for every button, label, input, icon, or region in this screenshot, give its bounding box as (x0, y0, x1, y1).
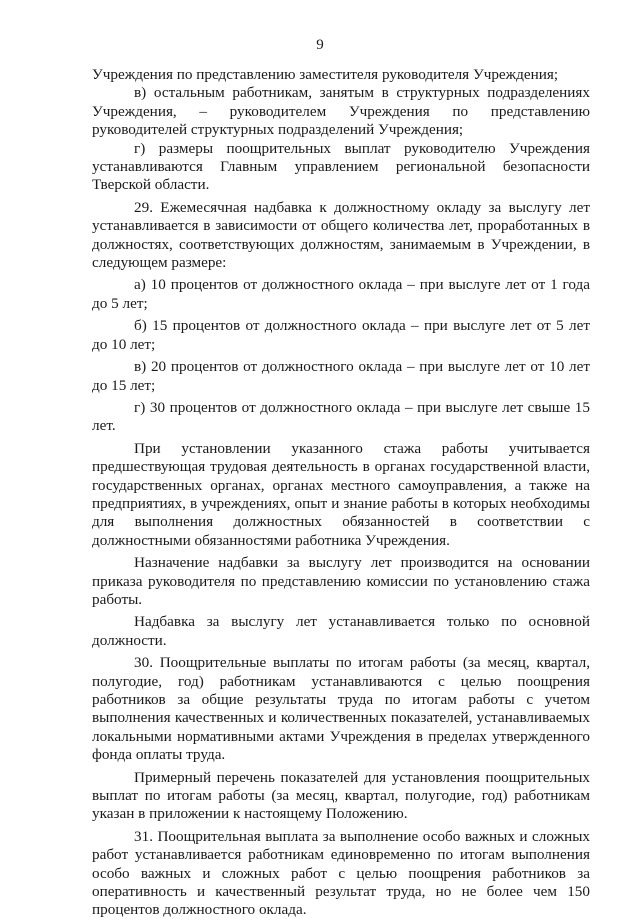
paragraph-29-g: г) 30 процентов от должностного оклада – при выслуге лет свыше 15 лет. (92, 398, 590, 435)
paragraph-indicators: Примерный перечень показателей для установления поощрительных выплат по итогам работы (за месяц, квартал, полугодие, год) работникам указан в приложении к настоящему Положению. (92, 768, 590, 823)
paragraph-appointment: Назначение надбавки за выслугу лет производится на основании приказа руководителя по представлению комиссии по установлению стажа работы. (92, 554, 590, 608)
paragraph-seniority-note: При установлении указанного стажа работы учитывается предшествующая трудовая деятельность в органах государственной власти, государственных органах, органах местного самоуправления, а также на предприятиях, в учреждениях, опыт и знание работы в которых необходимы для выполнения должностных обязанностей в соответствии с должностными обязанностями работника Учреждения. (92, 439, 590, 549)
paragraph-30: 30. Поощрительные выплаты по итогам работы (за месяц, квартал, полугодие, год) работникам устанавливаются с целью поощрения работников за общие результаты труда по итогам работы с учетом выполнения качественных и количественных показателей, устанавливаемых локальными нормативными актами Учреждения в пределах утвержденного фонда оплаты труда. (92, 654, 590, 764)
paragraph-29-v: в) 20 процентов от должностного оклада – при выслуге лет от 10 лет до 15 лет; (92, 358, 590, 394)
paragraph-item-v: в) остальным работникам, занятым в структурных подразделениях Учреждения, – руководителем Учреждения по представлению руководителей структурных подразделений Учреждения; (92, 84, 590, 139)
document-body (92, 66, 590, 920)
paragraph-item-g: г) размеры поощрительных выплат руководителю Учреждения устанавливаются Главным управлением региональной безопасности Тверской области. (92, 139, 590, 194)
paragraph-29-b: б) 15 процентов от должностного оклада – при выслуге лет от 5 лет до 10 лет; (92, 317, 590, 353)
paragraph-29: 29. Ежемесячная надбавка к должностному окладу за выслугу лет устанавливается в зависимости от общего количества лет, проработанных в должностях, соответствующих должностям, занимаемым в Учреждении, в следующем размере: (92, 198, 590, 272)
page-number: 9 (316, 37, 324, 53)
paragraph-29-a: а) 10 процентов от должностного оклада – при выслуге лет от 1 года до 5 лет; (92, 276, 590, 312)
paragraph-main-position: Надбавка за выслугу лет устанавливается только по основной должности. (92, 613, 590, 649)
paragraph-31: 31. Поощрительная выплата за выполнение особо важных и сложных работ устанавливается работникам единовременно по итогам выполнения особо важных и сложных работ с целью поощрения работников за оперативность и качественный результат труда, но не более чем 150 процентов должностного оклада. (92, 827, 590, 919)
paragraph-continuation: Учреждения по представлению заместителя руководителя Учреждения; (92, 66, 559, 83)
